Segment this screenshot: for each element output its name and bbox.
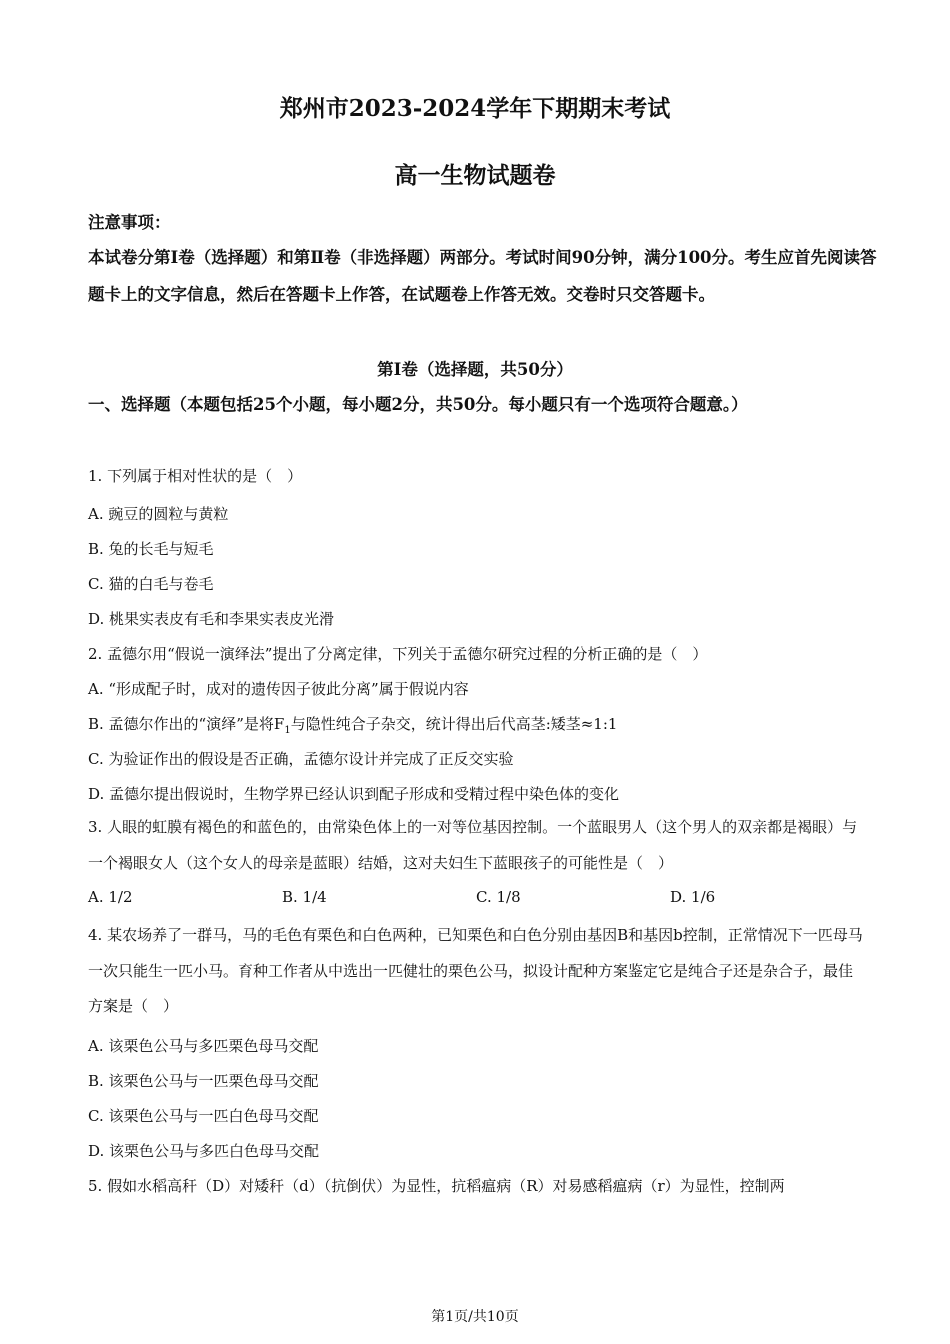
question-1-option-b: B. 兔的长毛与短毛 xyxy=(88,540,214,558)
question-4-option-a: A. 该栗色公马与多匹栗色母马交配 xyxy=(88,1037,319,1055)
question-2-option-b-subscript: 1 xyxy=(284,725,291,736)
question-4-option-c: C. 该栗色公马与一匹白色母马交配 xyxy=(88,1107,319,1125)
page-number: 第1页/共10页 xyxy=(431,1309,519,1325)
question-4-option-d: D. 该栗色公马与多匹白色母马交配 xyxy=(88,1142,320,1160)
question-1-stem: 1. 下列属于相对性状的是（ ） xyxy=(88,467,303,485)
question-3-option-d: D. 1/6 xyxy=(670,888,716,906)
notice-heading: 注意事项： xyxy=(88,213,171,232)
question-2-option-a: A. “形成配子时，成对的遗传因子彼此分离”属于假说内容 xyxy=(88,680,469,698)
question-3-option-b: B. 1/4 xyxy=(282,888,327,906)
question-3-options xyxy=(88,888,864,912)
question-2-stem: 2. 孟德尔用“假说一演绎法”提出了分离定律，下列关于孟德尔研究过程的分析正确的是（ ） xyxy=(88,645,708,663)
question-2-option-b-tail: 与隐性纯合子杂交，统计得出后代高茎:矮茎≈1:1 xyxy=(290,715,618,733)
question-2-option-b-head: B. 孟德尔作出的“演绎”是将F xyxy=(88,715,285,733)
question-2-option-b xyxy=(88,713,864,736)
notice-body: 本试卷分第Ⅰ卷（选择题）和第Ⅱ卷（非选择题）两部分。考试时间90分钟，满分100分。考生应首先阅读答题卡上的文字信息，然后在答题卡上作答，在试题卷上作答无效。交卷时只交答题卡。 xyxy=(88,248,877,304)
question-2-option-c: C. 为验证作出的假设是否正确，孟德尔设计并完成了正反交实验 xyxy=(88,750,514,768)
question-3-option-a: A. 1/2 xyxy=(88,888,133,906)
question-3-option-c: C. 1/8 xyxy=(476,888,521,906)
question-1-option-a: A. 豌豆的圆粒与黄粒 xyxy=(88,505,229,523)
question-3-stem: 3. 人眼的虹膜有褐色的和蓝色的，由常染色体上的一对等位基因控制。一个蓝眼男人（这个男人的双亲都是褐眼）与一个褐眼女人（这个女人的母亲是蓝眼）结婚，这对夫妇生下蓝眼孩子的可能性是（ ） xyxy=(88,818,858,872)
question-1-option-d: D. 桃果实表皮有毛和李果实表皮光滑 xyxy=(88,610,335,628)
question-1-option-c: C. 猫的白毛与卷毛 xyxy=(88,575,214,593)
question-2-option-d: D. 孟德尔提出假说时，生物学界已经认识到配子形成和受精过程中染色体的变化 xyxy=(88,785,620,803)
exam-subtitle: 高一生物试题卷 xyxy=(394,162,556,189)
exam-title: 郑州市2023-2024学年下期期末考试 xyxy=(279,95,671,122)
part-heading: 一、选择题（本题包括25个小题，每小题2分，共50分。每小题只有一个选项符合题意。） xyxy=(88,395,748,414)
question-4-option-b: B. 该栗色公马与一匹栗色母马交配 xyxy=(88,1072,319,1090)
section-title: 第Ⅰ卷（选择题，共50分） xyxy=(377,360,573,379)
question-4-stem: 4. 某农场养了一群马，马的毛色有栗色和白色两种，已知栗色和白色分别由基因B和基因b控制，正常情况下一匹母马一次只能生一匹小马。育种工作者从中选出一匹健壮的栗色公马，拟设计配种方案鉴定它是纯合子还是杂合子，最佳方案是（ ） xyxy=(88,926,863,1015)
question-5-stem: 5. 假如水稻高秆（D）对矮秆（d）（抗倒伏）为显性，抗稻瘟病（R）对易感稻瘟病（r）为显性，控制两 xyxy=(88,1177,785,1195)
